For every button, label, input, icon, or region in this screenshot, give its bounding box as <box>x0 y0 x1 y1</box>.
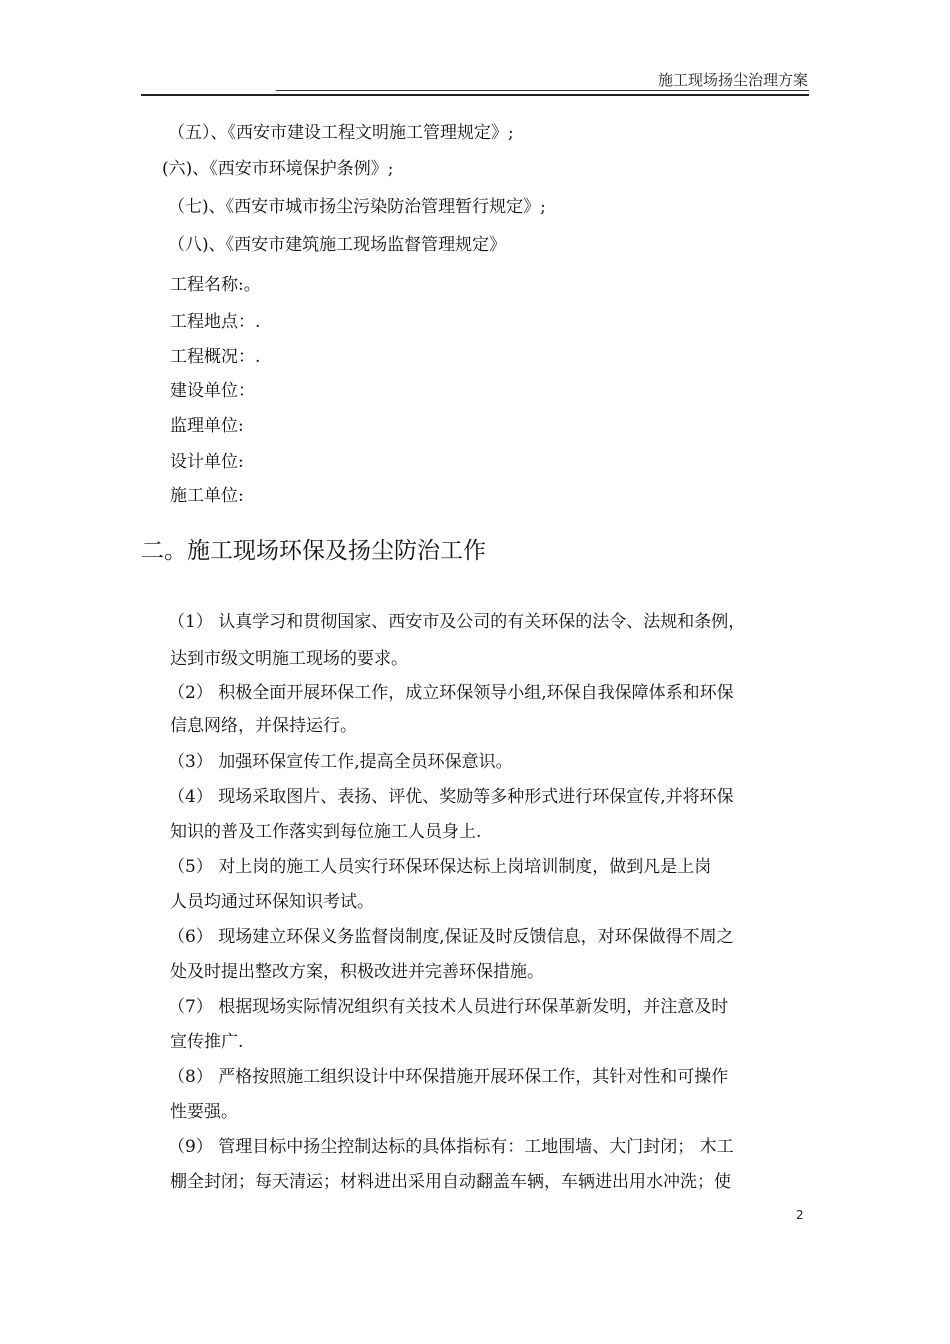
paragraph-line: 处及时提出整改方案，积极改进并完善环保措施。 <box>170 962 544 982</box>
project-location-field: 工程地点：. <box>170 312 261 332</box>
paragraph-line: （9） 管理目标中扬尘控制达标的具体指标有：工地围墙、大门封闭； 木工 <box>168 1137 734 1157</box>
regulation-item: (六)、《西安市环境保护条例》; <box>162 159 394 179</box>
header-rule-thick <box>141 94 809 96</box>
paragraph-line: 宣传推广. <box>170 1032 244 1052</box>
paragraph-line: （6） 现场建立环保义务监督岗制度,保证及时反馈信息，对环保做得不周之 <box>168 927 734 947</box>
design-unit-field: 设计单位: <box>170 452 244 472</box>
section-heading: 二。施工现场环保及扬尘防治工作 <box>141 538 486 564</box>
supervision-unit-field: 监理单位: <box>170 416 244 436</box>
regulation-item: （五）、《西安市建设工程文明施工管理规定》; <box>168 123 514 143</box>
page-number: 2 <box>796 1208 804 1222</box>
paragraph-line: 人员均通过环保知识考试。 <box>170 892 374 912</box>
paragraph-line: 知识的普及工作落实到每位施工人员身上. <box>170 822 482 842</box>
paragraph-line: （1） 认真学习和贯彻国家、西安市及公司的有关环保的法令、法规和条例， <box>168 612 746 632</box>
paragraph-line: 棚全封闭；每天清运；材料进出采用自动翻盖车辆，车辆进出用水冲洗；使 <box>170 1172 731 1192</box>
paragraph-line: （5） 对上岗的施工人员实行环保环保达标上岗培训制度，做到凡是上岗 <box>168 857 712 877</box>
paragraph-line: （3） 加强环保宣传工作,提高全员环保意识。 <box>168 752 513 772</box>
contractor-unit-field: 施工单位: <box>170 486 244 506</box>
header-title: 施工现场扬尘治理方案 <box>657 71 808 89</box>
paragraph-line: 达到市级文明施工现场的要求。 <box>170 649 408 669</box>
project-overview-field: 工程概况：. <box>170 347 261 367</box>
regulation-item: （七)、《西安市城市扬尘污染防治管理暂行规定》; <box>168 197 546 217</box>
paragraph-line: （8） 严格按照施工组织设计中环保措施开展环保工作，其针对性和可操作 <box>168 1067 729 1087</box>
paragraph-line: 性要强。 <box>170 1102 238 1122</box>
regulation-item: （八)、《西安市建筑施工现场监督管理规定》 <box>168 235 507 255</box>
project-name-field: 工程名称:。 <box>170 275 261 295</box>
header-rule-thin <box>276 90 809 91</box>
paragraph-line: （4） 现场采取图片、表扬、评优、奖励等多种形式进行环保宣传,并将环保 <box>168 787 734 807</box>
paragraph-line: （7） 根据现场实际情况组织有关技术人员进行环保革新发明，并注意及时 <box>168 997 729 1017</box>
paragraph-line: 信息网络，并保持运行。 <box>170 716 357 736</box>
construction-unit-field: 建设单位： <box>170 381 255 401</box>
paragraph-line: （2） 积极全面开展环保工作，成立环保领导小组,环保自我保障体系和环保 <box>168 683 734 703</box>
